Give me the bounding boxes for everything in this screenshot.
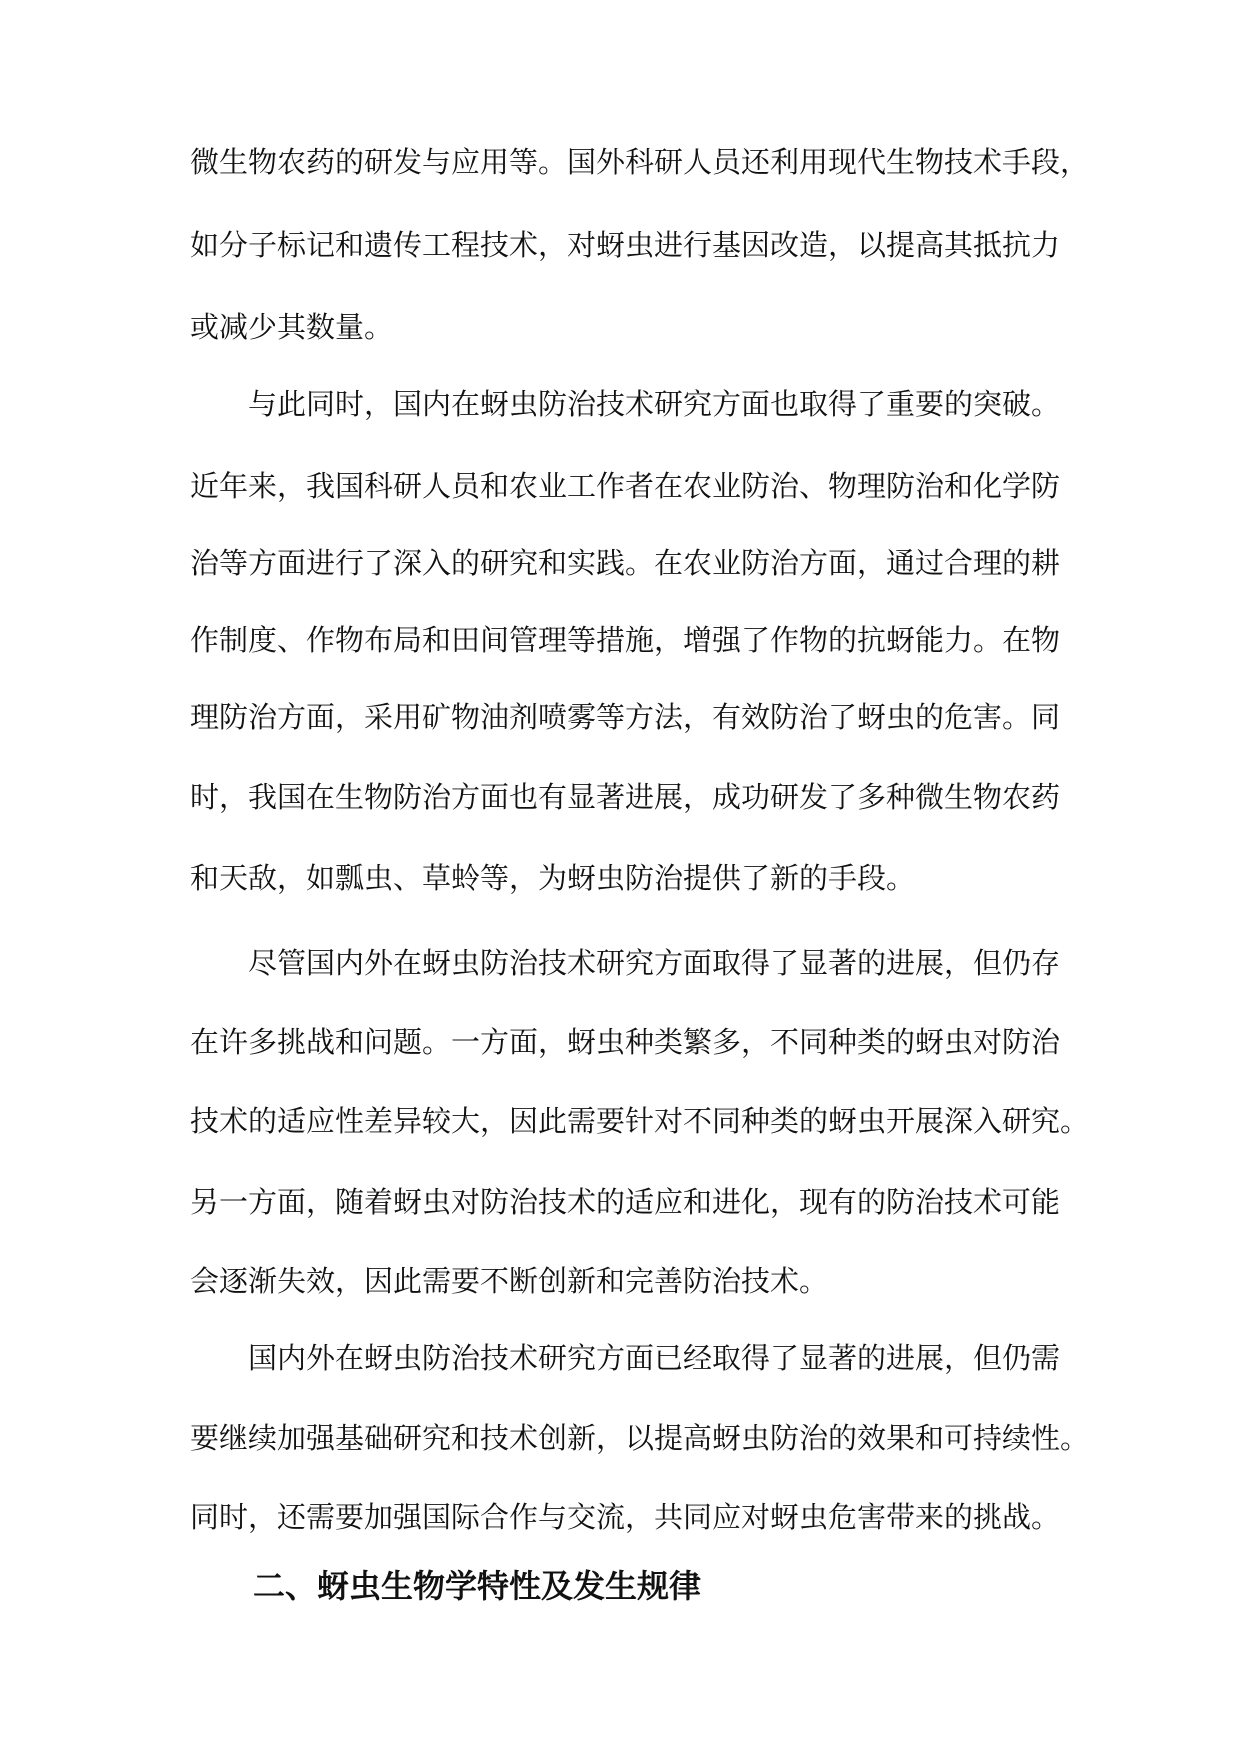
paragraph-1-line-1: 微生物农药的研发与应用等。国外科研人员还利用现代生物技术手段， [190, 145, 1090, 179]
paragraph-3-line-1: 尽管国内外在蚜虫防治技术研究方面取得了显著的进展，但仍存 [248, 946, 1061, 980]
paragraph-2-line-2: 近年来，我国科研人员和农业工作者在农业防治、物理防治和化学防 [190, 469, 1061, 503]
paragraph-4-line-3: 同时，还需要加强国际合作与交流，共同应对蚜虫危害带来的挑战。 [190, 1500, 1061, 1534]
paragraph-2-line-4: 作制度、作物布局和田间管理等措施，增强了作物的抗蚜能力。在物 [190, 623, 1061, 657]
paragraph-4-line-1: 国内外在蚜虫防治技术研究方面已经取得了显著的进展，但仍需 [248, 1341, 1061, 1375]
paragraph-1-line-2: 如分子标记和遗传工程技术，对蚜虫进行基因改造，以提高其抵抗力 [190, 228, 1061, 262]
paragraph-2-line-5: 理防治方面，采用矿物油剂喷雾等方法，有效防治了蚜虫的危害。同 [190, 700, 1061, 734]
paragraph-3-line-5: 会逐渐失效，因此需要不断创新和完善防治技术。 [190, 1264, 829, 1298]
paragraph-4-line-2: 要继续加强基础研究和技术创新，以提高蚜虫防治的效果和可持续性。 [190, 1421, 1090, 1455]
paragraph-2-line-1: 与此同时，国内在蚜虫防治技术研究方面也取得了重要的突破。 [248, 387, 1061, 421]
paragraph-2-line-7: 和天敌，如瓢虫、草蛉等，为蚜虫防治提供了新的手段。 [190, 861, 916, 895]
paragraph-2-line-3: 治等方面进行了深入的研究和实践。在农业防治方面，通过合理的耕 [190, 546, 1061, 580]
paragraph-1-line-3: 或减少其数量。 [190, 310, 394, 344]
section-heading: 二、蚜虫生物学特性及发生规律 [253, 1567, 702, 1605]
paragraph-3-line-2: 在许多挑战和问题。一方面，蚜虫种类繁多，不同种类的蚜虫对防治 [190, 1025, 1061, 1059]
paragraph-2-line-6: 时，我国在生物防治方面也有显著进展，成功研发了多种微生物农药 [190, 780, 1061, 814]
paragraph-3-line-3: 技术的适应性差异较大，因此需要针对不同种类的蚜虫开展深入研究。 [190, 1104, 1090, 1138]
paragraph-3-line-4: 另一方面，随着蚜虫对防治技术的适应和进化，现有的防治技术可能 [190, 1185, 1061, 1219]
